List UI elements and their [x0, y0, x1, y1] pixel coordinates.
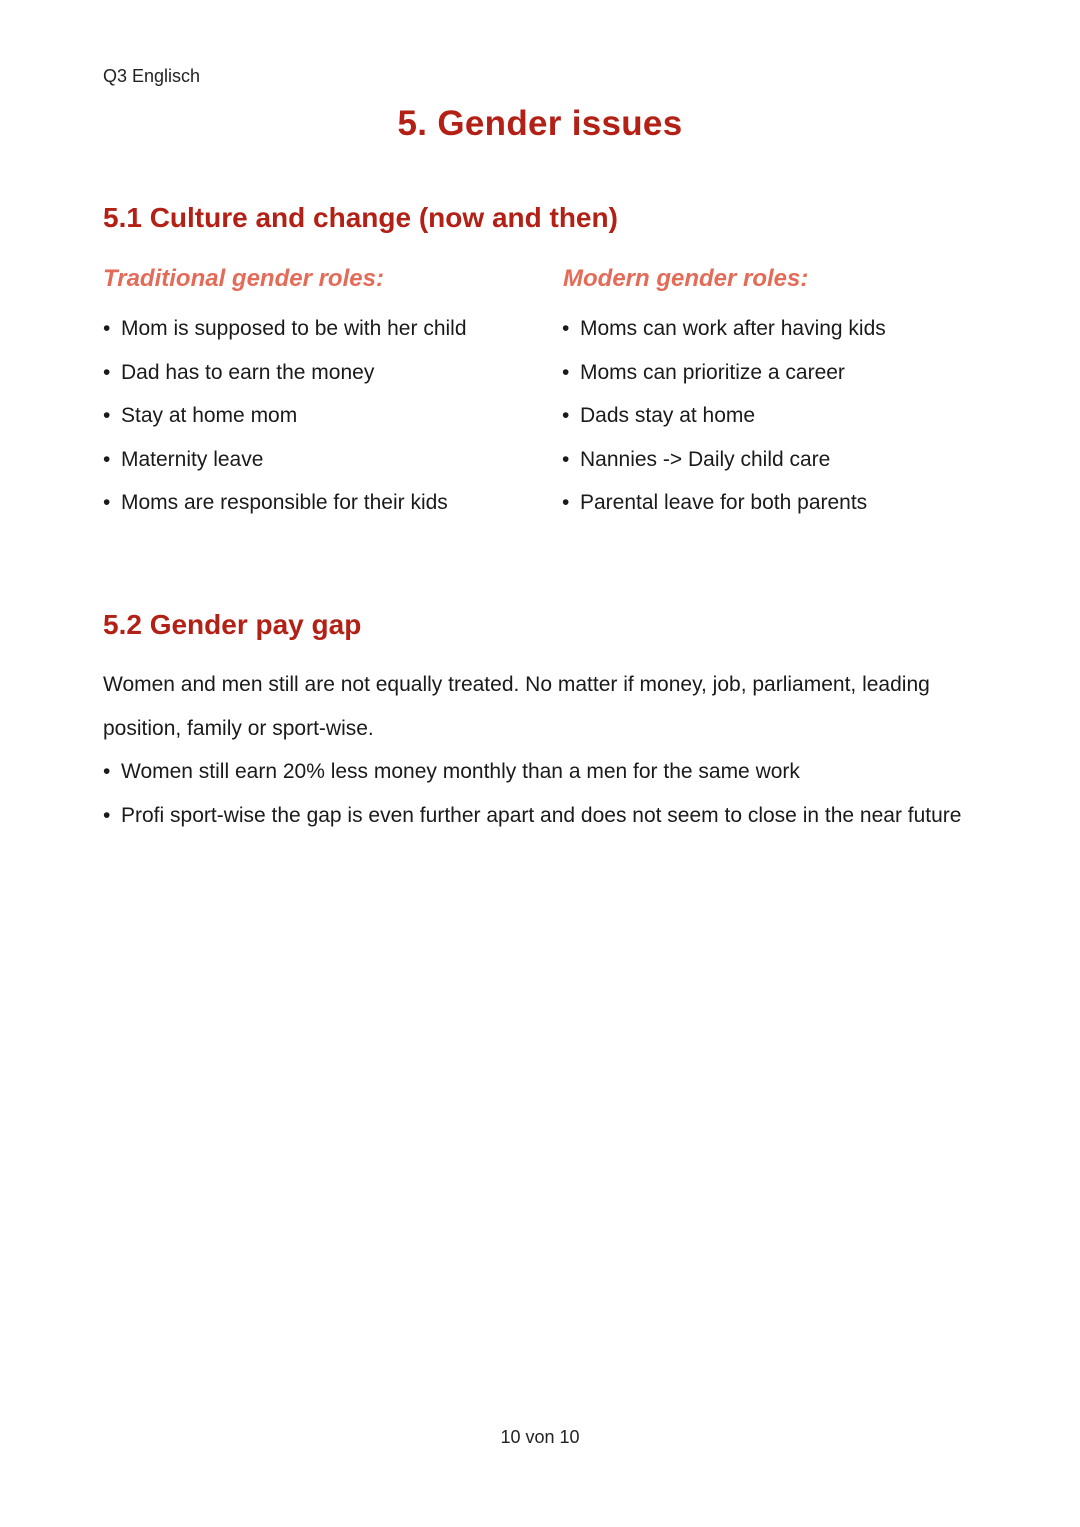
bullet-icon: • — [103, 491, 111, 515]
list-item: • Stay at home mom — [103, 399, 543, 443]
list-item: • Maternity leave — [103, 443, 543, 487]
modern-roles-title: Modern gender roles: — [563, 265, 809, 292]
bullet-icon: • — [562, 491, 570, 515]
list-item: • Moms are responsible for their kids — [103, 486, 543, 530]
bullet-icon: • — [103, 803, 111, 827]
traditional-roles-list — [103, 312, 543, 530]
list-item: • Profi sport-wise the gap is even further apart and does not seem to close in the near future — [103, 794, 963, 838]
list-item: • Mom is supposed to be with her child — [103, 312, 543, 356]
traditional-roles-title: Traditional gender roles: — [103, 265, 384, 292]
list-item: • Dads stay at home — [562, 399, 1002, 443]
pay-gap-paragraph: Women and men still are not equally treated. No matter if money, job, parliament, leading position, family or sport-wise. — [103, 673, 930, 740]
bullet-icon: • — [103, 760, 111, 783]
page-number: 10 von 10 — [500, 1427, 580, 1447]
bullet-icon: • — [562, 404, 570, 428]
bullet-icon: • — [103, 404, 111, 428]
section-heading-culture-change: 5.1 Culture and change (now and then) — [103, 202, 618, 233]
bullet-icon: • — [562, 360, 570, 384]
list-item: • Moms can work after having kids — [562, 312, 1002, 356]
bullet-icon: • — [562, 447, 570, 471]
list-item: • Parental leave for both parents — [562, 486, 1002, 530]
modern-roles-list — [562, 312, 1002, 530]
list-item: • Nannies -> Daily child care — [562, 443, 1002, 487]
bullet-icon: • — [103, 360, 111, 384]
pay-gap-list — [103, 750, 963, 837]
section-heading-pay-gap: 5.2 Gender pay gap — [103, 609, 362, 640]
list-item: • Women still earn 20% less money monthly than a men for the same work — [103, 750, 963, 794]
document-header-label: Q3 Englisch — [103, 66, 201, 86]
bullet-icon: • — [562, 317, 570, 340]
page-title: 5. Gender issues — [397, 104, 683, 143]
list-item: • Dad has to earn the money — [103, 356, 543, 400]
bullet-icon: • — [103, 317, 111, 340]
list-item: • Moms can prioritize a career — [562, 356, 1002, 400]
bullet-icon: • — [103, 447, 111, 471]
